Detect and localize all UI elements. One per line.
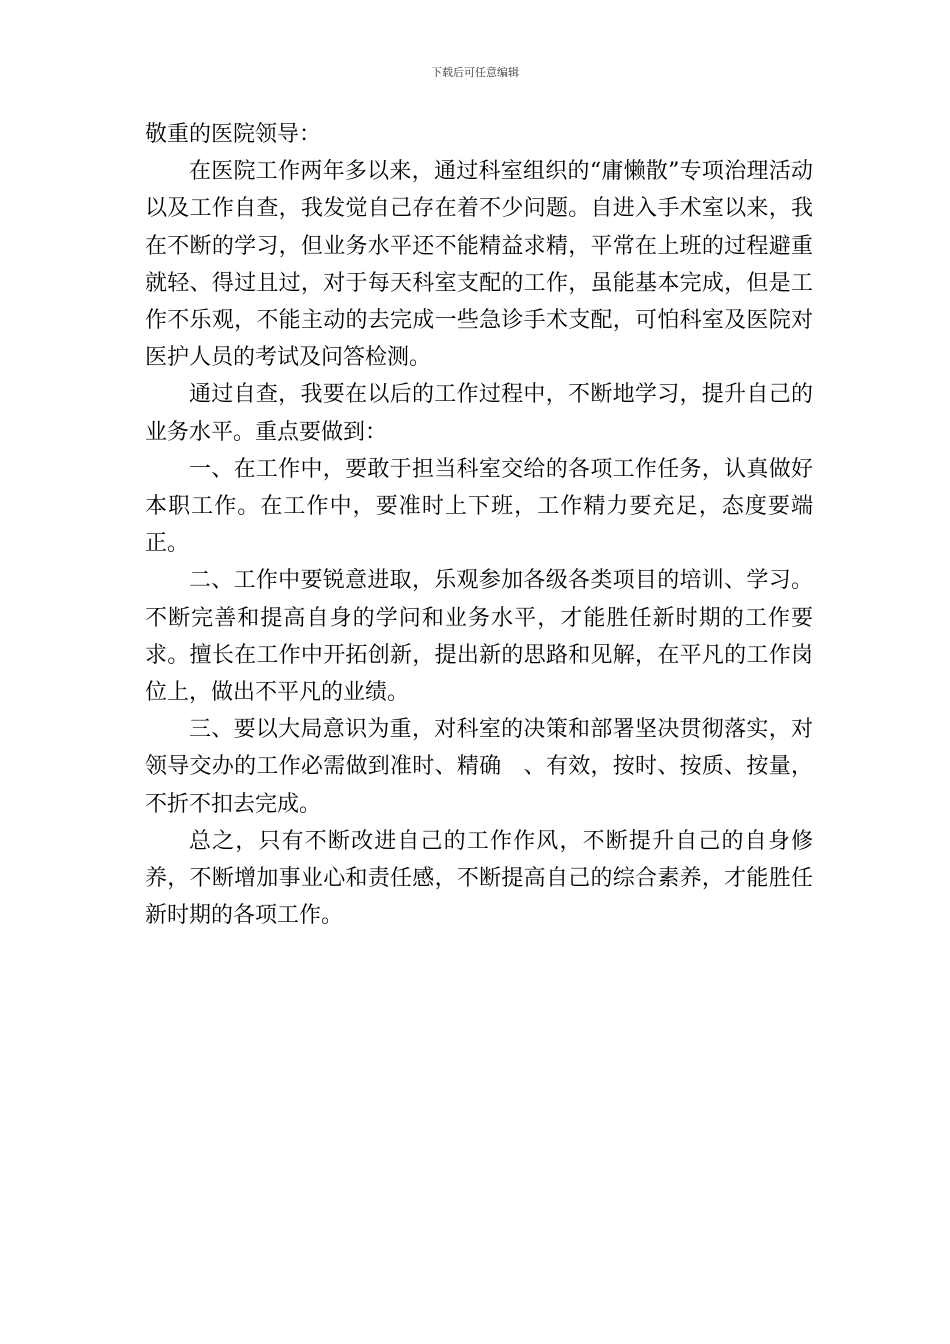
document-body (145, 116, 813, 934)
paragraph-point-two: 二、工作中要锐意进取，乐观参加各级各类项目的培训、学习。不断完善和提高自身的学问和业务水平，才能胜任新时期的工作要求。擅长在工作中开拓创新，提出新的思路和见解，在平凡的工作岗位上，做出不平凡的业绩。 (145, 568, 813, 706)
paragraph-self-review: 在医院工作两年多以来，通过科室组织的“庸懒散”专项治理活动以及工作自查，我发觉自己存在着不少问题。自进入手术室以来，我在不断的学习，但业务水平还不能精益求精，平常在上班的过程避重就轻、得过且过，对于每天科室支配的工作，虽能基本完成，但是工作不乐观，不能主动的去完成一些急诊手术支配，可怕科室及医院对医护人员的考试及问答检测。 (145, 159, 813, 371)
page-header: 下载后可任意编辑 (431, 66, 519, 79)
paragraph-conclusion: 总之，只有不断改进自己的工作作风，不断提升自己的自身修养，不断增加事业心和责任感，不断提高自己的综合素养，才能胜任新时期的各项工作。 (145, 828, 813, 929)
salutation: 敬重的医院领导： (145, 122, 322, 147)
paragraph-point-three: 三、要以大局意识为重，对科室的决策和部署坚决贯彻落实，对领导交办的工作必需做到准时、精确 、有效，按时、按质、按量，不折不扣去完成。 (145, 717, 813, 817)
paragraph-improvement-intro: 通过自查，我要在以后的工作过程中，不断地学习，提升自己的业务水平。重点要做到： (145, 382, 813, 445)
paragraph-point-one: 一、在工作中，要敢于担当科室交给的各项工作任务，认真做好本职工作。在工作中，要准时上下班，工作精力要充足，态度要端正。 (145, 456, 813, 557)
